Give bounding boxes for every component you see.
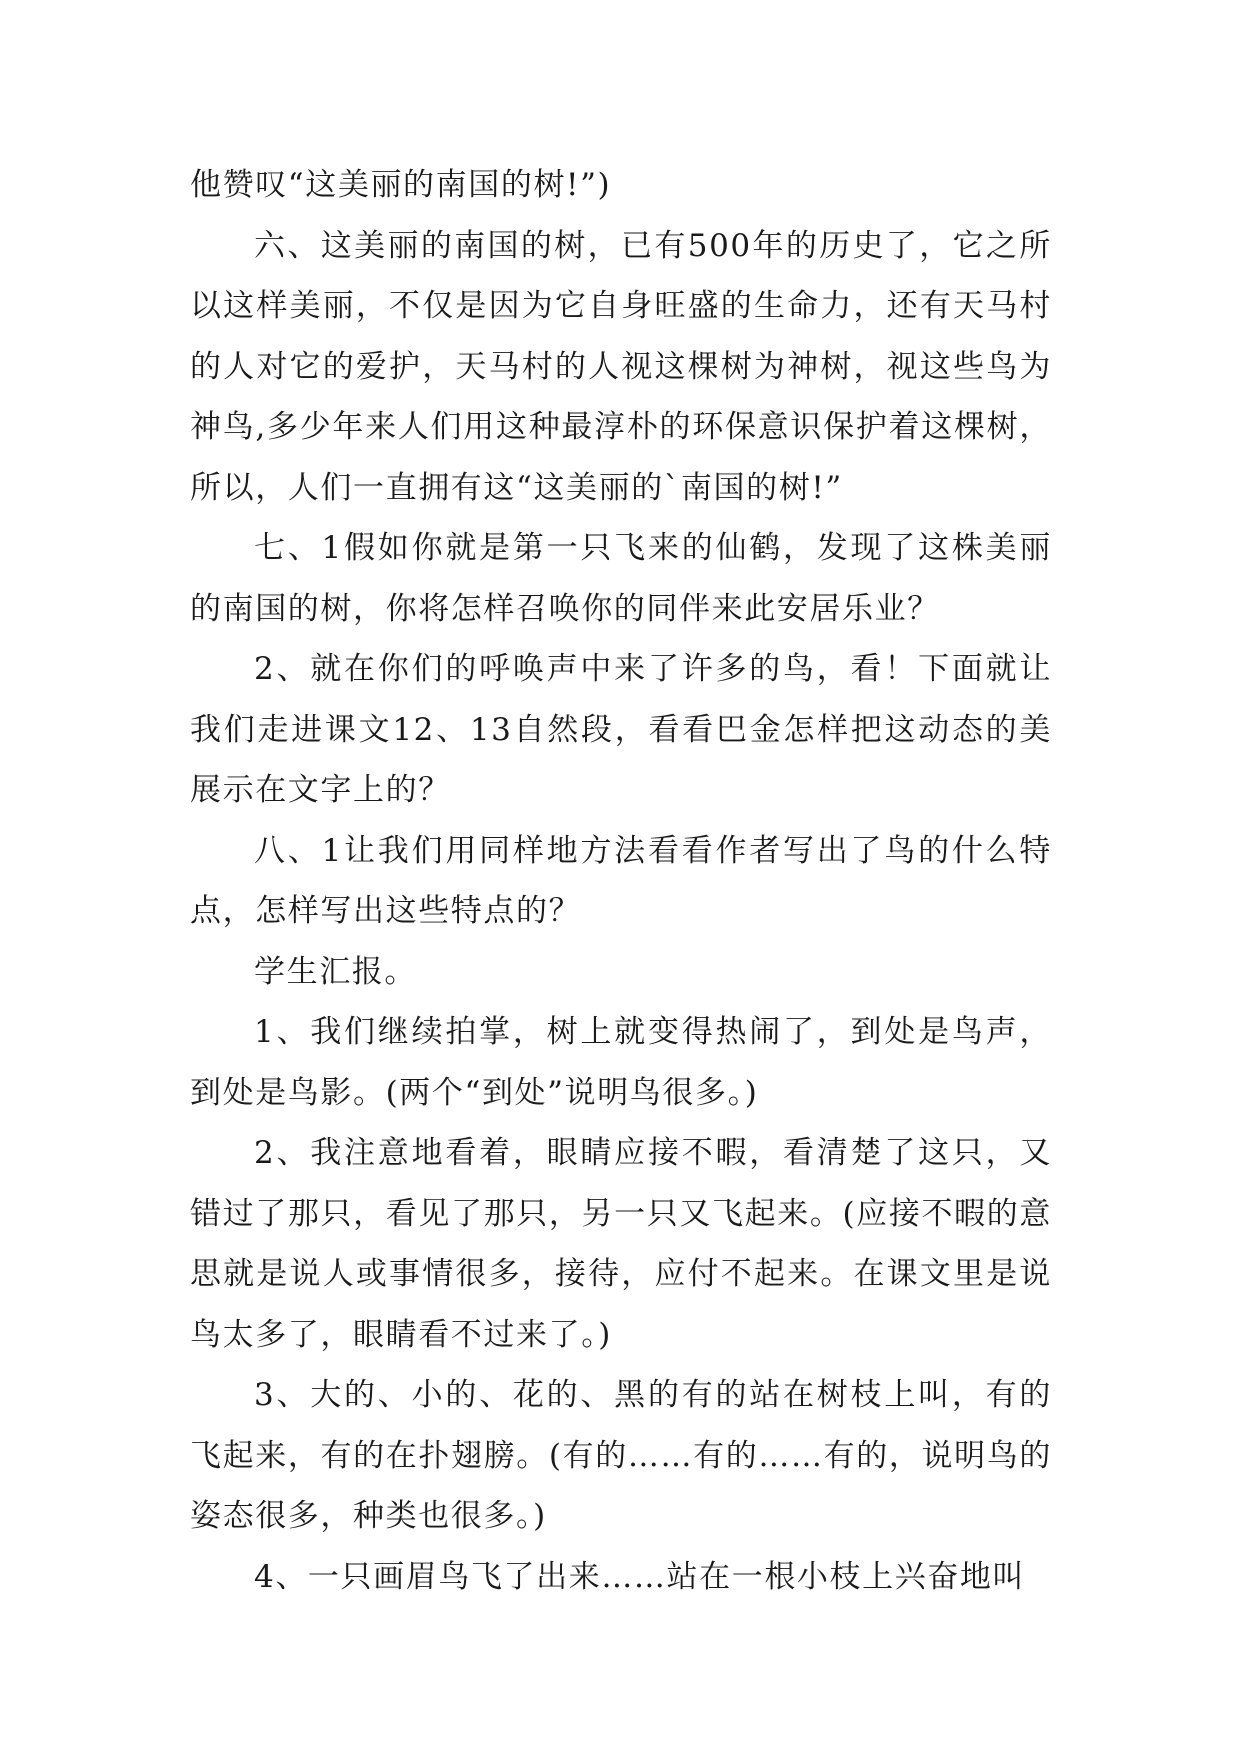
document-page xyxy=(190,155,1052,1607)
paragraph-6: 学生汇报。 xyxy=(254,953,417,990)
paragraph-8: 2、我注意地看着，眼睛应接不暇，看清楚了这只，又错过了那只，看见了那只，另一只又飞起来。(应接不暇的意思就是说人或事情很多，接待，应付不起来。在课文里是说鸟太多了，眼睛看不过来了。) xyxy=(190,1135,1052,1353)
paragraph-7: 1、我们继续拍掌，树上就变得热闹了，到处是鸟声，到处是鸟影。(两个“到处”说明鸟很多。) xyxy=(190,1014,1052,1111)
paragraph-1: 他赞叹“这美丽的南国的树!”) xyxy=(190,167,612,203)
paragraph-5: 八、1让我们用同样地方法看看作者写出了鸟的什么特点，怎样写出这些特点的？ xyxy=(190,832,1052,929)
paragraph-9: 3、大的、小的、花的、黑的有的站在树枝上叫，有的飞起来，有的在扑翅膀。(有的……有的……有的，说明鸟的姿态很多，种类也很多。) xyxy=(190,1377,1052,1534)
paragraph-4: 2、就在你们的呼唤声中来了许多的鸟，看！下面就让我们走进课文12、13自然段，看看巴金怎样把这动态的美展示在文字上的？ xyxy=(190,651,1052,808)
paragraph-2: 六、这美丽的南国的树，已有500年的历史了，它之所以这样美丽，不仅是因为它自身旺盛的生命力，还有天马村的人对它的爱护，天马村的人视这棵树为神树，视这些鸟为神鸟,多少年来人们用这种最淳朴的环保意识保护着这棵树，所以，人们一直拥有这“这美丽的`南国的树!” xyxy=(190,227,1052,506)
paragraph-3: 七、1假如你就是第一只飞来的仙鹤，发现了这株美丽的南国的树，你将怎样召唤你的同伴来此安居乐业？ xyxy=(190,530,1052,627)
paragraph-10: 4、一只画眉鸟飞了出来……站在一根小枝上兴奋地叫 xyxy=(254,1558,1026,1595)
